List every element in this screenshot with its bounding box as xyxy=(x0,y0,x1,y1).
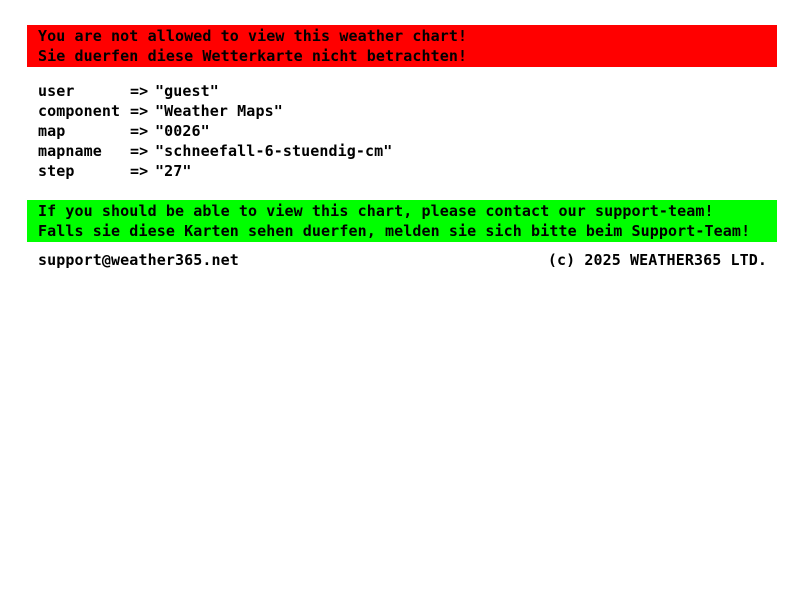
detail-key: step xyxy=(38,162,75,180)
info-banner xyxy=(27,200,777,242)
footer xyxy=(27,250,777,270)
detail-value: "Weather Maps" xyxy=(155,102,283,120)
access-denied-page xyxy=(27,25,777,270)
error-banner xyxy=(27,25,777,67)
request-details xyxy=(38,81,777,181)
detail-arrow: => xyxy=(130,142,149,160)
info-message-en: If you should be able to view this chart, please contact our support-team! xyxy=(38,202,714,220)
detail-arrow: => xyxy=(130,162,149,180)
support-email: support@weather365.net xyxy=(38,251,239,269)
info-message-de: Falls sie diese Karten sehen duerfen, melden sie sich bitte beim Support-Team! xyxy=(38,222,751,240)
detail-row xyxy=(38,121,777,141)
detail-row xyxy=(38,141,777,161)
detail-arrow: => xyxy=(130,102,149,120)
error-message-de: Sie duerfen diese Wetterkarte nicht betrachten! xyxy=(38,47,468,65)
detail-row xyxy=(38,161,777,181)
detail-key: user xyxy=(38,82,75,100)
detail-arrow: => xyxy=(130,122,149,140)
detail-row xyxy=(38,101,777,121)
detail-value: "27" xyxy=(155,162,192,180)
detail-arrow: => xyxy=(130,82,149,100)
detail-key: mapname xyxy=(38,142,102,160)
detail-key: map xyxy=(38,122,66,140)
detail-row xyxy=(38,81,777,101)
detail-value: "guest" xyxy=(155,82,219,100)
detail-value: "schneefall-6-stuendig-cm" xyxy=(155,142,393,160)
error-message-en: You are not allowed to view this weather chart! xyxy=(38,27,468,45)
copyright-notice: (c) 2025 WEATHER365 LTD. xyxy=(547,251,767,269)
detail-value: "0026" xyxy=(155,122,210,140)
detail-key: component xyxy=(38,102,121,120)
